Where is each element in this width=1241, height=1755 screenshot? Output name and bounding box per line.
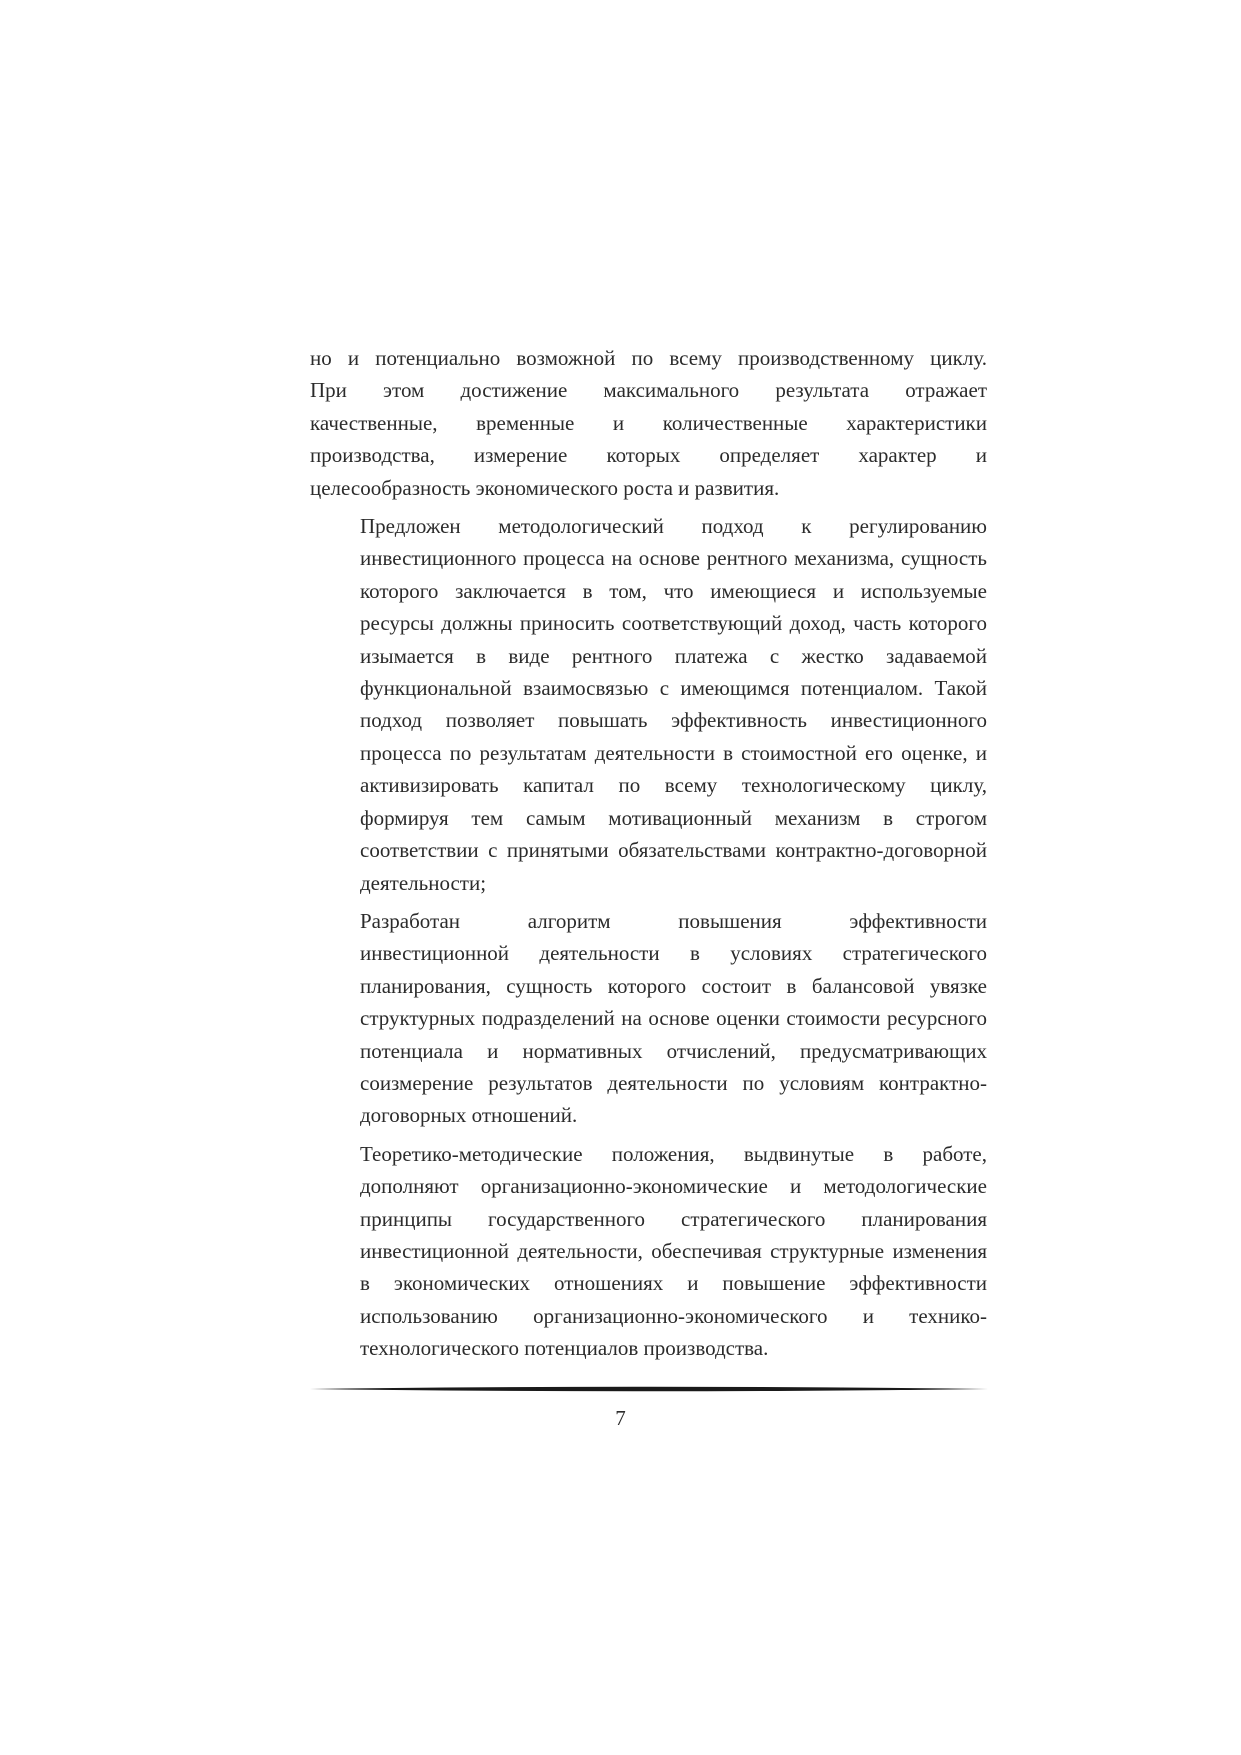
text-line: активизировать капитал по всему технологическому циклу, <box>360 773 987 798</box>
text-line: Разработан алгоритм повышения эффективности <box>360 908 987 933</box>
text-line: инвестиционной деятельности, обеспечивая структурные изменения <box>360 1238 987 1263</box>
text-line: целесообразность экономического роста и развития. <box>310 475 780 500</box>
text-line: производства, измерение которых определяет характер и <box>310 443 987 468</box>
text-line: соответствии с принятыми обязательствами контрактно-договорной <box>360 838 987 863</box>
text-line: использованию организационно-экономического и технико- <box>360 1303 987 1328</box>
text-line: соизмерение результатов деятельности по условиям контрактно- <box>360 1070 987 1095</box>
text-line: деятельности; <box>360 870 487 895</box>
text-line: инвестиционного процесса на основе рентного механизма, сущность <box>360 546 987 571</box>
paragraph-2 <box>310 510 987 899</box>
text-line: качественные, временные и количественные характеристики <box>310 410 987 435</box>
text-line: Теоретико-методические положения, выдвинутые в работе, <box>360 1141 987 1166</box>
text-line: но и потенциально возможной по всему производственному циклу. <box>310 346 987 370</box>
text-line: принципы государственного стратегического планирования <box>360 1206 987 1231</box>
text-line: в экономических отношениях и повышение эффективности <box>360 1271 987 1296</box>
footer-rule <box>310 1386 988 1392</box>
paragraph-4 <box>310 1138 987 1365</box>
text-line: формируя тем самым мотивационный механизм в строгом <box>360 805 987 830</box>
text-line: дополняют организационно-экономические и методологические <box>360 1174 987 1199</box>
text-line: функциональной взаимосвязью с имеющимся потенциалом. Такой <box>360 676 987 701</box>
text-line: планирования, сущность которого состоит в балансовой увязке <box>360 973 987 998</box>
body-text <box>310 342 987 1365</box>
page-number: 7 <box>615 1406 626 1430</box>
text-line: изымается в виде рентного платежа с жестко задаваемой <box>360 643 987 668</box>
text-line: инвестиционной деятельности в условиях стратегического <box>360 941 987 966</box>
text-line: которого заключается в том, что имеющиеся и используемые <box>360 578 987 603</box>
text-line: структурных подразделений на основе оценки стоимости ресурсного <box>360 1006 987 1031</box>
text-line: При этом достижение максимального результата отражает <box>310 378 987 403</box>
text-line: технологического потенциалов производства. <box>360 1336 769 1361</box>
paragraph-1 <box>310 342 987 504</box>
text-line: потенциала и нормативных отчислений, предусматривающих <box>360 1038 987 1063</box>
text-line: ресурсы должны приносить соответствующий доход, часть которого <box>360 611 987 636</box>
text-line: процесса по результатам деятельности в стоимостной его оценке, и <box>360 740 987 765</box>
text-line: договорных отношений. <box>360 1103 578 1128</box>
text-line: Предложен методологический подход к регулированию <box>360 514 987 539</box>
text-line: подход позволяет повышать эффективность инвестиционного <box>360 708 987 733</box>
footer-rule-shape <box>310 1387 988 1392</box>
paragraph-3 <box>310 905 987 1132</box>
